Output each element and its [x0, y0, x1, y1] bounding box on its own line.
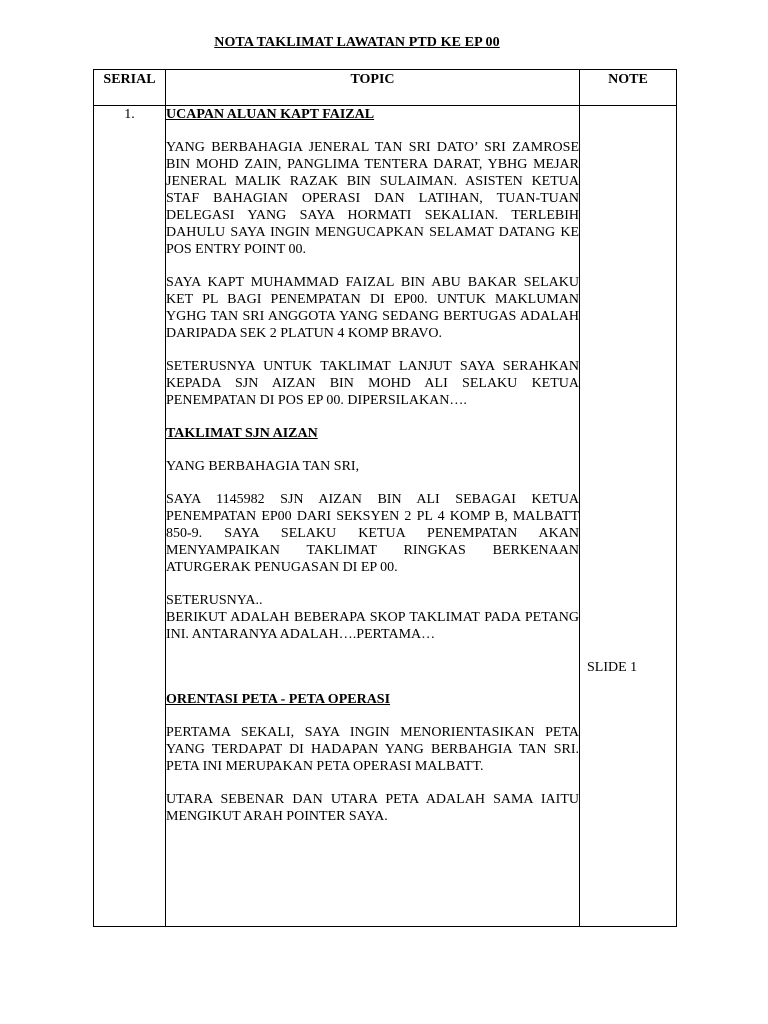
paragraph-introduction: SAYA KAPT MUHAMMAD FAIZAL BIN ABU BAKAR SELAKU KET PL BAGI PENEMPATAN DI EP00. UNTUK MAKLUMAN YGHG TAN SRI ANGGOTA YANG SEDANG BERTUGAS ADALAH DARIPADA SEK 2 PLATUN 4 KOMP BRAVO.: [166, 275, 579, 341]
table-row: [94, 106, 677, 927]
note-cell: [580, 106, 677, 927]
section-heading-map-orientation: ORENTASI PETA - PETA OPERASI: [166, 692, 391, 707]
table-header-row: [94, 70, 677, 106]
paragraph-map: PERTAMA SEKALI, SAYA INGIN MENORIENTASIKAN PETA YANG TERDAPAT DI HADAPAN YANG BERBAHGIA TAN SRI. PETA INI MERUPAKAN PETA OPERASI MALBATT.: [166, 725, 579, 774]
topic-cell: [166, 106, 580, 927]
paragraph-next: SETERUSNYA..: [166, 593, 263, 608]
paragraph-handover: SETERUSNYA UNTUK TAKLIMAT LANJUT SAYA SERAHKAN KEPADA SJN AIZAN BIN MOHD ALI SELAKU KETUA PENEMPATAN DI POS EP 00. DIPERSILAKAN….: [166, 359, 579, 408]
section-heading-sjn-briefing: TAKLIMAT SJN AIZAN: [166, 426, 318, 441]
topic-header: TOPIC: [166, 70, 580, 106]
paragraph-salutation: YANG BERBAHAGIA TAN SRI,: [166, 459, 360, 474]
paragraph-scope: BERIKUT ADALAH BEBERAPA SKOP TAKLIMAT PADA PETANG INI. ANTARANYA ADALAH….PERTAMA…: [166, 610, 579, 642]
section-heading-welcome: UCAPAN ALUAN KAPT FAIZAL: [166, 107, 375, 122]
serial-cell: 1.: [94, 106, 166, 927]
paragraph-north: UTARA SEBENAR DAN UTARA PETA ADALAH SAMA IAITU MENGIKUT ARAH POINTER SAYA.: [166, 792, 579, 824]
document-title: NOTA TAKLIMAT LAWATAN PTD KE EP 00: [214, 35, 500, 50]
paragraph-greeting: YANG BERBAHAGIA JENERAL TAN SRI DATO’ SRI ZAMROSE BIN MOHD ZAIN, PANGLIMA TENTERA DARAT, YBHG MEJAR JENERAL MALIK RAZAK BIN SULAIMAN. ASISTEN KETUA STAF BAHAGIAN OPERASI DAN LATIHAN, TUAN-TUAN DELEGASI YANG SAYA HORMATI SEKALIAN. TERLEBIH DAHULU SAYA INGIN MENGUCAPKAN SELAMAT DATANG KE POS ENTRY POINT 00.: [166, 140, 579, 257]
slide-note: SLIDE 1: [587, 660, 638, 675]
paragraph-sjn-intro: SAYA 1145982 SJN AIZAN BIN ALI SEBAGAI KETUA PENEMPATAN EP00 DARI SEKSYEN 2 PL 4 KOMP B, MALBATT 850-9. SAYA SELAKU KETUA PENEMPATAN AKAN MENYAMPAIKAN TAKLIMAT RINGKAS BERKENAAN ATURGERAK PENUGASAN DI EP 00.: [166, 492, 579, 575]
briefing-table: [93, 69, 677, 927]
note-header: NOTE: [580, 70, 677, 106]
serial-header: SERIAL: [94, 70, 166, 106]
